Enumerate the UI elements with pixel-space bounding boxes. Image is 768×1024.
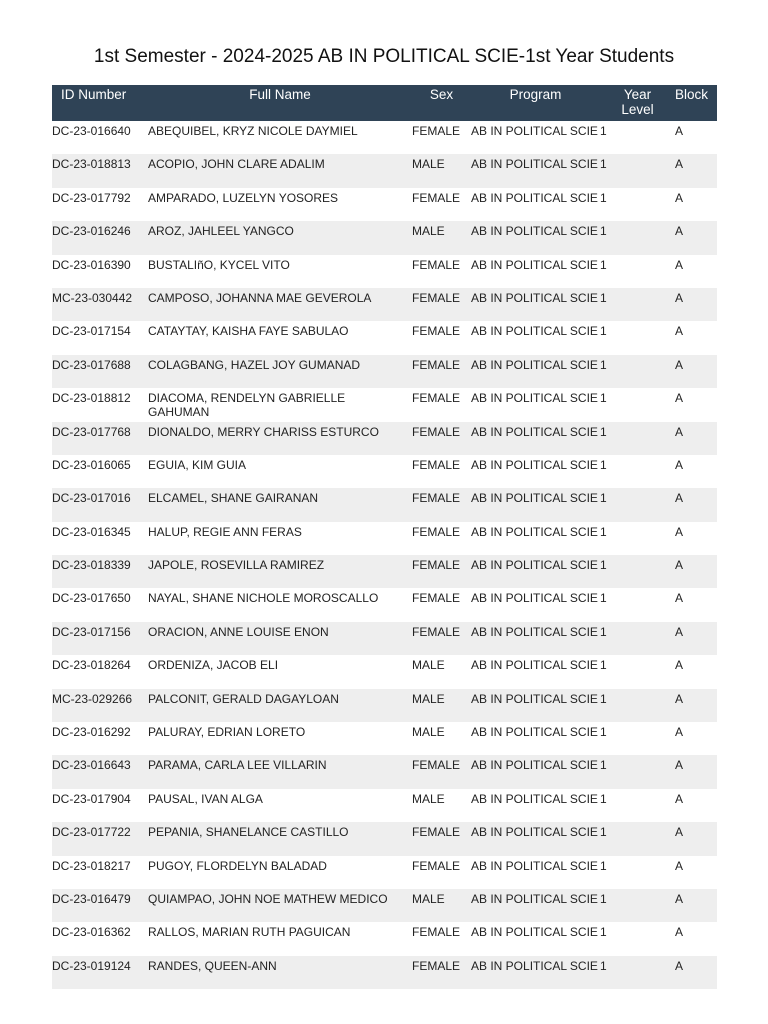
table-row [52,121,717,154]
table-row [52,956,717,989]
cell-sex: FEMALE [412,391,461,406]
table-row [52,889,717,922]
cell-sex: MALE [412,157,445,172]
cell-full-name: ORDENIZA, JACOB ELI [148,658,279,673]
cell-program: AB IN POLITICAL SCIE [471,758,598,773]
cell-year-level: 1 [600,558,607,573]
cell-program: AB IN POLITICAL SCIE [471,257,598,272]
cell-full-name: DIONALDO, MERRY CHARISS ESTURCO [148,424,379,439]
cell-program: AB IN POLITICAL SCIE [471,925,598,940]
table-row [52,689,717,722]
cell-year-level: 1 [600,891,607,906]
cell-block: A [675,124,684,138]
cell-full-name: PALURAY, EDRIAN LORETO [148,725,306,740]
table-row [52,755,717,788]
cell-sex: FEMALE [412,124,461,138]
cell-sex: FEMALE [412,758,461,773]
cell-year-level: 1 [600,691,607,706]
cell-id-number: DC-23-018339 [52,558,131,573]
column-header-sex: Sex [429,87,454,102]
cell-year-level: 1 [600,290,607,305]
cell-full-name: DIACOMA, RENDELYN GABRIELLE GAHUMAN [148,391,346,420]
table-row [52,455,717,488]
table-row [52,188,717,221]
cell-sex: MALE [412,224,445,239]
cell-sex: FEMALE [412,290,461,305]
cell-full-name: AMPARADO, LUZELYN YOSORES [148,190,339,205]
cell-id-number: DC-23-017688 [52,357,131,372]
column-header-id: ID Number [61,87,127,102]
cell-full-name: PAUSAL, IVAN ALGA [148,791,263,806]
cell-program: AB IN POLITICAL SCIE [471,858,598,873]
cell-program: AB IN POLITICAL SCIE [471,891,598,906]
cell-year-level: 1 [600,958,607,973]
cell-block: A [675,290,684,305]
cell-year-level: 1 [600,524,607,539]
cell-block: A [675,591,684,606]
cell-id-number: DC-23-017904 [52,791,131,806]
cell-sex: FEMALE [412,524,461,539]
table-row [52,922,717,955]
column-header-year-level: Year Level [621,87,654,117]
cell-sex: FEMALE [412,357,461,372]
cell-sex: FEMALE [412,190,461,205]
cell-full-name: PALCONIT, GERALD DAGAYLOAN [148,691,339,706]
cell-block: A [675,324,684,339]
cell-id-number: DC-23-016345 [52,524,131,539]
cell-year-level: 1 [600,124,607,138]
cell-block: A [675,758,684,773]
cell-block: A [675,791,684,806]
cell-program: AB IN POLITICAL SCIE [471,190,598,205]
table-row [52,388,717,421]
cell-program: AB IN POLITICAL SCIE [471,290,598,305]
student-table-container [52,85,717,989]
cell-program: AB IN POLITICAL SCIE [471,791,598,806]
cell-sex: FEMALE [412,491,461,506]
cell-full-name: PEPANIA, SHANELANCE CASTILLO [148,825,349,840]
cell-full-name: NAYAL, SHANE NICHOLE MOROSCALLO [148,591,379,606]
cell-full-name: ABEQUIBEL, KRYZ NICOLE DAYMIEL [148,124,358,138]
cell-program: AB IN POLITICAL SCIE [471,324,598,339]
cell-year-level: 1 [600,224,607,239]
cell-sex: FEMALE [412,825,461,840]
cell-sex: FEMALE [412,257,461,272]
cell-id-number: MC-23-029266 [52,691,133,706]
cell-year-level: 1 [600,491,607,506]
cell-sex: MALE [412,691,445,706]
cell-sex: FEMALE [412,925,461,940]
cell-id-number: DC-23-017768 [52,424,131,439]
cell-program: AB IN POLITICAL SCIE [471,658,598,673]
cell-full-name: COLAGBANG, HAZEL JOY GUMANAD [148,357,361,372]
table-row [52,822,717,855]
cell-block: A [675,658,684,673]
cell-year-level: 1 [600,858,607,873]
cell-block: A [675,725,684,740]
cell-program: AB IN POLITICAL SCIE [471,491,598,506]
cell-sex: FEMALE [412,624,461,639]
cell-id-number: DC-23-017016 [52,491,131,506]
cell-program: AB IN POLITICAL SCIE [471,524,598,539]
cell-block: A [675,891,684,906]
column-header-block: Block [675,87,709,102]
table-row [52,288,717,321]
cell-full-name: ORACION, ANNE LOUISE ENON [148,624,329,639]
table-row [52,255,717,288]
cell-full-name: EGUIA, KIM GUIA [148,457,247,472]
cell-full-name: BUSTALIñO, KYCEL VITO [148,257,290,272]
cell-block: A [675,391,684,406]
table-row [52,422,717,455]
cell-year-level: 1 [600,391,607,406]
cell-year-level: 1 [600,758,607,773]
table-row [52,221,717,254]
cell-program: AB IN POLITICAL SCIE [471,624,598,639]
cell-block: A [675,958,684,973]
cell-year-level: 1 [600,257,607,272]
table-row [52,555,717,588]
cell-sex: FEMALE [412,558,461,573]
cell-year-level: 1 [600,157,607,172]
cell-program: AB IN POLITICAL SCIE [471,725,598,740]
cell-full-name: HALUP, REGIE ANN FERAS [148,524,302,539]
cell-id-number: DC-23-017156 [52,624,131,639]
table-row [52,321,717,354]
table-row [52,355,717,388]
cell-year-level: 1 [600,591,607,606]
cell-sex: MALE [412,725,445,740]
cell-full-name: CAMPOSO, JOHANNA MAE GEVEROLA [148,290,372,305]
cell-program: AB IN POLITICAL SCIE [471,424,598,439]
cell-sex: MALE [412,658,445,673]
table-row [52,154,717,187]
cell-id-number: DC-23-016640 [52,124,131,138]
table-row [52,856,717,889]
table-row [52,789,717,822]
cell-program: AB IN POLITICAL SCIE [471,558,598,573]
column-header-name: Full Name [249,87,311,102]
cell-program: AB IN POLITICAL SCIE [471,591,598,606]
cell-id-number: DC-23-018264 [52,658,131,673]
cell-block: A [675,524,684,539]
cell-full-name: ACOPIO, JOHN CLARE ADALIM [148,157,325,172]
cell-id-number: DC-23-018813 [52,157,131,172]
cell-year-level: 1 [600,624,607,639]
column-header-program: Program [509,87,562,102]
cell-year-level: 1 [600,925,607,940]
cell-id-number: DC-23-016246 [52,224,131,239]
cell-id-number: DC-23-017650 [52,591,131,606]
cell-program: AB IN POLITICAL SCIE [471,691,598,706]
cell-full-name: PUGOY, FLORDELYN BALADAD [148,858,327,873]
cell-block: A [675,491,684,506]
cell-id-number: DC-23-016065 [52,457,131,472]
table-row [52,722,717,755]
cell-id-number: MC-23-030442 [52,290,133,305]
cell-sex: FEMALE [412,591,461,606]
cell-block: A [675,224,684,239]
table-header [52,85,717,121]
cell-sex: MALE [412,791,445,806]
cell-program: AB IN POLITICAL SCIE [471,457,598,472]
cell-block: A [675,357,684,372]
cell-block: A [675,858,684,873]
cell-full-name: AROZ, JAHLEEL YANGCO [148,224,294,239]
cell-sex: MALE [412,891,445,906]
cell-id-number: DC-23-016390 [52,257,131,272]
cell-id-number: DC-23-018217 [52,858,131,873]
page-title: 1st Semester - 2024-2025 AB IN POLITICAL SCIE-1st Year Students [93,46,675,67]
cell-program: AB IN POLITICAL SCIE [471,357,598,372]
cell-full-name: CATAYTAY, KAISHA FAYE SABULAO [148,324,349,339]
cell-full-name: PARAMA, CARLA LEE VILLARIN [148,758,327,773]
cell-block: A [675,457,684,472]
table-body [52,121,717,989]
cell-block: A [675,558,684,573]
cell-sex: FEMALE [412,958,461,973]
cell-program: AB IN POLITICAL SCIE [471,124,598,138]
cell-block: A [675,424,684,439]
table-row [52,655,717,688]
student-table [52,85,717,989]
cell-program: AB IN POLITICAL SCIE [471,958,598,973]
cell-block: A [675,925,684,940]
cell-id-number: DC-23-019124 [52,958,131,973]
cell-id-number: DC-23-016643 [52,758,131,773]
cell-full-name: JAPOLE, ROSEVILLA RAMIREZ [148,558,325,573]
cell-id-number: DC-23-017154 [52,324,131,339]
cell-program: AB IN POLITICAL SCIE [471,157,598,172]
header-row [52,85,717,121]
cell-program: AB IN POLITICAL SCIE [471,825,598,840]
cell-sex: FEMALE [412,324,461,339]
cell-full-name: RALLOS, MARIAN RUTH PAGUICAN [148,925,351,940]
cell-block: A [675,190,684,205]
cell-block: A [675,157,684,172]
cell-year-level: 1 [600,357,607,372]
cell-year-level: 1 [600,457,607,472]
cell-program: AB IN POLITICAL SCIE [471,391,598,406]
cell-year-level: 1 [600,791,607,806]
cell-year-level: 1 [600,825,607,840]
cell-year-level: 1 [600,190,607,205]
cell-sex: FEMALE [412,858,461,873]
cell-year-level: 1 [600,658,607,673]
cell-full-name: RANDES, QUEEN-ANN [148,958,277,973]
cell-full-name: QUIAMPAO, JOHN NOE MATHEW MEDICO [148,891,388,906]
cell-id-number: DC-23-016292 [52,725,131,740]
table-row [52,588,717,621]
cell-year-level: 1 [600,424,607,439]
cell-program: AB IN POLITICAL SCIE [471,224,598,239]
cell-block: A [675,825,684,840]
cell-block: A [675,624,684,639]
cell-block: A [675,257,684,272]
cell-full-name: ELCAMEL, SHANE GAIRANAN [148,491,319,506]
cell-id-number: DC-23-017792 [52,190,131,205]
cell-id-number: DC-23-016479 [52,891,131,906]
cell-block: A [675,691,684,706]
cell-id-number: DC-23-016362 [52,925,131,940]
cell-sex: FEMALE [412,457,461,472]
cell-year-level: 1 [600,324,607,339]
cell-year-level: 1 [600,725,607,740]
cell-id-number: DC-23-017722 [52,825,131,840]
table-row [52,522,717,555]
cell-sex: FEMALE [412,424,461,439]
table-row [52,488,717,521]
cell-id-number: DC-23-018812 [52,391,131,406]
table-row [52,622,717,655]
